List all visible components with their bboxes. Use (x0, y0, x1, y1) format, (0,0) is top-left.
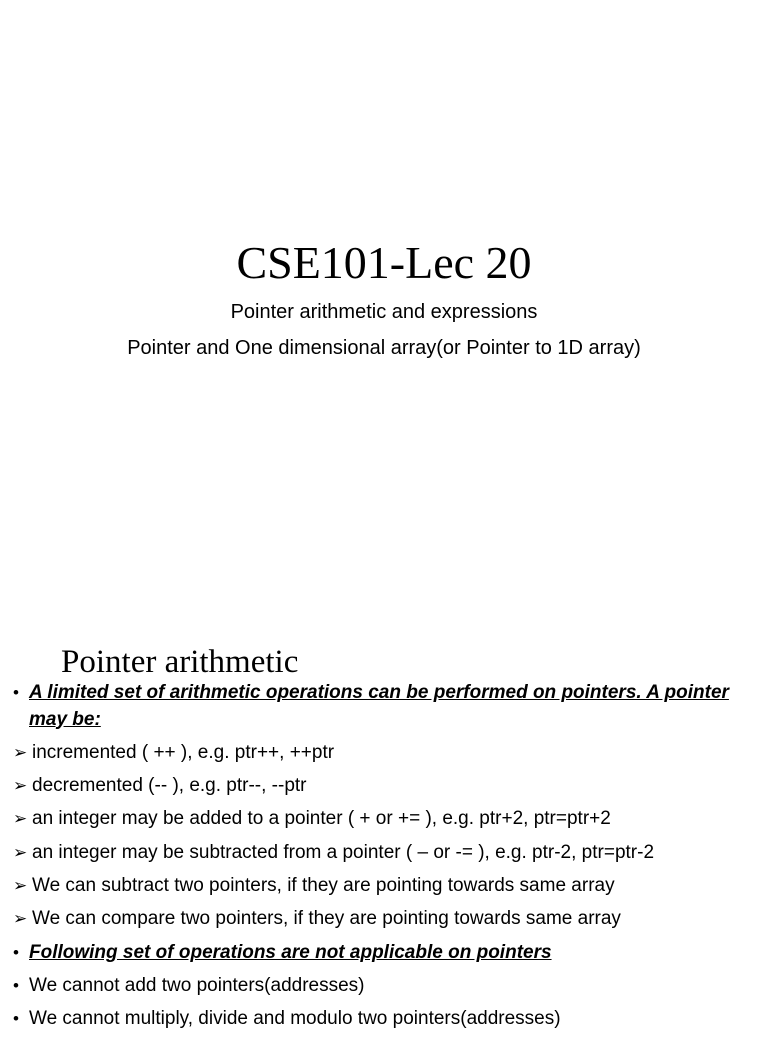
list-item (13, 773, 765, 806)
bullet-text: We cannot add two pointers(addresses) (29, 974, 365, 996)
bullet-text: We cannot multiply, divide and modulo two pointers(addresses) (29, 1008, 561, 1030)
bullet-marker: • (13, 975, 19, 995)
slide-title: CSE101-Lec 20 (236, 237, 532, 288)
list-item (13, 840, 765, 873)
slide-subtitle-2: Pointer and One dimensional array(or Pointer to 1D array) (127, 337, 641, 359)
bullet-text: decremented (-- ), e.g. ptr--, --ptr (32, 775, 307, 797)
arrow-bullet-icon: ➢ (13, 809, 28, 829)
bullet-text: incremented ( ++ ), e.g. ptr++, ++ptr (32, 741, 335, 763)
bullet-marker: • (13, 1009, 19, 1029)
arrow-bullet-icon: ➢ (13, 909, 28, 929)
list-item (13, 680, 765, 740)
arrow-bullet-icon: ➢ (13, 842, 28, 862)
bullet-marker: • (13, 942, 19, 962)
bullet-text: We can subtract two pointers, if they are pointing towards same array (32, 874, 615, 896)
bullet-text: We can compare two pointers, if they are pointing towards same array (32, 908, 621, 930)
list-item (13, 806, 765, 839)
bullet-text: an integer may be added to a pointer ( + or += ), e.g. ptr+2, ptr=ptr+2 (32, 808, 611, 830)
list-item (13, 906, 765, 939)
bullet-text: an integer may be subtracted from a pointer ( – or -= ), e.g. ptr-2, ptr=ptr-2 (32, 841, 655, 863)
list-item (13, 973, 765, 1006)
bullet-text: Following set of operations are not applicable on pointers (29, 941, 552, 963)
slide-subtitle-1: Pointer arithmetic and expressions (230, 301, 538, 323)
bullet-text: A limited set of arithmetic operations can be performed on pointers. A pointer may be: (29, 682, 729, 730)
bullet-marker: • (13, 683, 19, 702)
arrow-bullet-icon: ➢ (13, 776, 28, 796)
section-heading: Pointer arithmetic (61, 644, 299, 680)
list-item (13, 940, 765, 973)
list-item (13, 1006, 765, 1039)
bullet-list (13, 680, 765, 1039)
list-item (13, 740, 765, 773)
list-item (13, 873, 765, 906)
arrow-bullet-icon: ➢ (13, 742, 28, 762)
arrow-bullet-icon: ➢ (13, 875, 28, 895)
title-slide (0, 232, 768, 366)
